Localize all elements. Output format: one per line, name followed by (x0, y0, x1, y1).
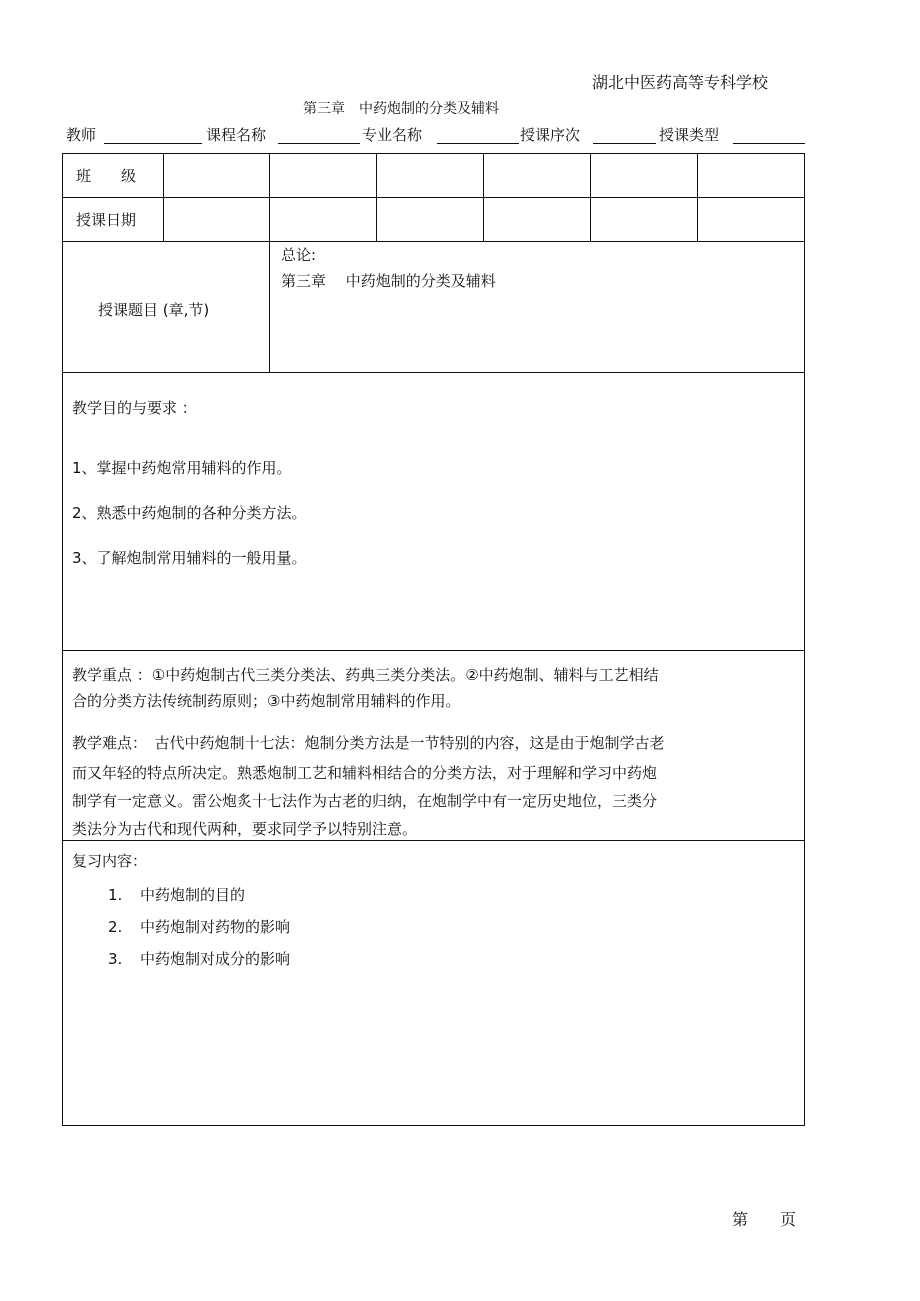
objective-item-3: 3、了解炮制常用辅料的一般用量。 (72, 549, 307, 567)
topic-label: 授课题目 (章,节) (98, 301, 210, 319)
date-cell-4[interactable] (484, 198, 590, 241)
course-name-field[interactable] (278, 143, 360, 144)
difficult-points-line-3: 制学有一定意义。雷公炮炙十七法作为古老的归纳，在炮制学中有一定历史地位，三类分 (72, 792, 658, 810)
class-cell-6[interactable] (698, 154, 804, 197)
lesson-order-field[interactable] (593, 143, 656, 144)
teacher-label: 教师 (66, 126, 97, 144)
review-item-3-text: 中药炮制对成分的影响 (140, 950, 291, 968)
lesson-type-label: 授课类型 (659, 126, 720, 144)
class-cell-5[interactable] (591, 154, 697, 197)
topic-value: 第三章 中药炮制的分类及辅料 (281, 272, 496, 290)
major-name-label: 专业名称 (362, 126, 423, 144)
key-points-line-1: 教学重点 ：①中药炮制古代三类分类法、药典三类分类法。②中药炮制、辅料与工艺相结 (72, 666, 659, 684)
page-number: 第 页 (732, 1210, 797, 1229)
date-cell-6[interactable] (698, 198, 804, 241)
difficult-points-line-4: 类法分为古代和现代两种，要求同学予以特别注意。 (72, 820, 418, 838)
topic-heading: 总论: (281, 246, 317, 264)
objective-item-1: 1、掌握中药炮常用辅料的作用。 (72, 459, 292, 477)
key-points-line-2: 合的分类方法传统制药原则；③中药炮制常用辅料的作用。 (72, 692, 461, 710)
review-item-1-num: 1. (108, 886, 123, 904)
review-item-3-num: 3. (108, 950, 123, 968)
class-cell-2[interactable] (270, 154, 376, 197)
review-item-2-text: 中药炮制对药物的影响 (140, 918, 291, 936)
difficult-points-line-2: 而又年轻的特点所决定。熟悉炮制工艺和辅料相结合的分类方法，对于理解和学习中药炮 (72, 764, 658, 782)
date-label: 授课日期 (76, 211, 137, 229)
date-cell-1[interactable] (164, 198, 269, 241)
document-title: 第三章 中药炮制的分类及辅料 (303, 101, 499, 117)
date-cell-5[interactable] (591, 198, 697, 241)
objective-item-2: 2、熟悉中药炮制的各种分类方法。 (72, 504, 307, 522)
objectives-heading: 教学目的与要求 ： (72, 399, 197, 417)
lesson-order-label: 授课序次 (520, 126, 581, 144)
difficult-points-line-1: 教学难点： 古代中药炮制十七法：炮制分类方法是一节特别的内容，这是由于炮制学古老 (72, 734, 665, 752)
class-cell-3[interactable] (377, 154, 483, 197)
class-cell-1[interactable] (164, 154, 269, 197)
review-item-2-num: 2. (108, 918, 123, 936)
class-label: 班 级 (76, 167, 137, 185)
school-name: 湖北中医药高等专科学校 (592, 73, 769, 92)
review-item-1-text: 中药炮制的目的 (140, 886, 246, 904)
major-name-field[interactable] (437, 143, 519, 144)
teacher-field[interactable] (104, 143, 202, 144)
date-cell-3[interactable] (377, 198, 483, 241)
date-cell-2[interactable] (270, 198, 376, 241)
class-cell-4[interactable] (484, 154, 590, 197)
lesson-type-field[interactable] (733, 143, 805, 144)
review-heading: 复习内容： (72, 852, 148, 870)
course-name-label: 课程名称 (206, 126, 267, 144)
